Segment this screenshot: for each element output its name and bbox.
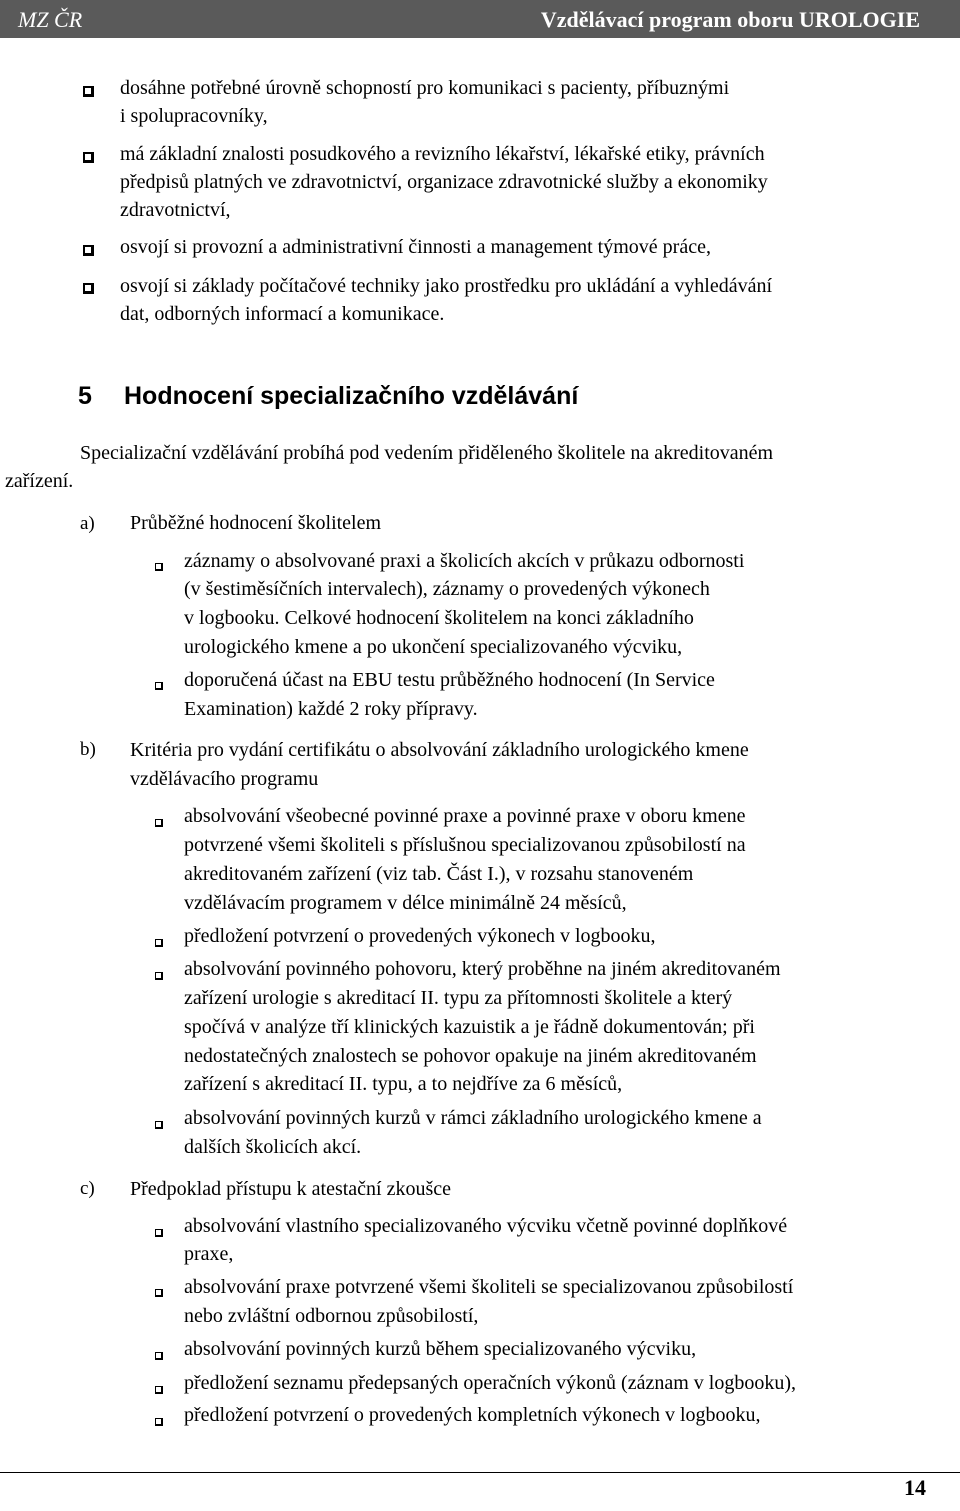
list-item-line: praxe, [184,1243,234,1265]
subsection-title: Průběžné hodnocení školitelem [130,512,382,534]
subsection-letter: c) [80,1178,95,1199]
header-ministry: MZ ČR [18,7,83,32]
bullet-square-icon [155,819,163,827]
bullet-square-icon [83,245,94,256]
list-item-line: předložení potvrzení o provedených kompletních výkonech v logbooku, [184,1404,761,1426]
bullet-square-icon [155,1386,163,1394]
bullet-square-icon [155,939,163,947]
list-item-line: předpisů platných ve zdravotnictví, organizace zdravotnické služby a ekonomiky [120,171,768,193]
list-item-line: akreditovaném zařízení (viz tab. Část I.), v rozsahu stanoveném [184,863,694,885]
list-item-line: absolvování vlastního specializovaného výcviku včetně povinné doplňkové [184,1215,788,1237]
list-item-line: urologického kmene a po ukončení specializovaného výcviku, [184,636,683,658]
list-item-line: osvojí si provozní a administrativní činnosti a management týmové práce, [120,236,711,258]
list-item-line: vzdělávacím programem v délce minimálně 24 měsíců, [184,892,627,914]
list-item-line: Examination) každé 2 roky přípravy. [184,698,478,720]
subsection-title: Kritéria pro vydání certifikátu o absolvování základního urologického kmene [130,739,749,761]
list-item-line: zařízení s akreditací II. typu, a to nejdříve za 6 měsíců, [184,1073,623,1095]
list-item-line: dosáhne potřebné úrovně schopností pro komunikaci s pacienty, příbuznými [120,77,730,99]
section-heading [78,380,578,412]
bullet-square-icon [155,972,163,980]
subsection-title: vzdělávacího programu [130,768,319,790]
subsection-title: Předpoklad přístupu k atestační zkoušce [130,1178,452,1200]
header-title: Vzdělávací program oboru UROLOGIE [540,7,920,32]
bullet-square-icon [83,86,94,97]
page-number: 14 [904,1475,926,1500]
list-item-line: záznamy o absolvované praxi a školicích akcích v průkazu odbornosti [184,550,745,572]
bullet-square-icon [83,152,94,163]
section-title: Hodnocení specializačního vzdělávání [124,382,579,410]
list-item-line: absolvování povinných kurzů v rámci základního urologického kmene a [184,1107,762,1129]
list-item-line: dat, odborných informací a komunikace. [120,303,445,325]
subsection-letter: a) [80,513,95,534]
section-number: 5 [78,382,92,410]
bullet-square-icon [155,1121,163,1129]
bullet-square-icon [155,563,163,571]
bullet-square-icon [155,1229,163,1237]
list-item-line: absolvování praxe potvrzené všemi školiteli se specializovanou způsobilostí [184,1276,794,1298]
list-item-line: předložení potvrzení o provedených výkonech v logbooku, [184,925,656,947]
section-intro-line: zařízení. [5,470,74,492]
bullet-square-icon [155,682,163,690]
page-header [0,0,960,38]
list-item-line: má základní znalosti posudkového a revizního lékařství, lékařské etiky, právních [120,143,765,165]
page-footer [0,1472,960,1511]
list-item-line: doporučená účast na EBU testu průběžného hodnocení (In Service [184,669,715,691]
list-item-line: absolvování všeobecné povinné praxe a povinné praxe v oboru kmene [184,805,746,827]
bullet-square-icon [155,1352,163,1360]
list-item-line: nedostatečných znalostech se pohovor opakuje na jiném akreditovaném [184,1045,757,1067]
list-item-line: zdravotnictví, [120,199,231,221]
list-item-line: předložení seznamu předepsaných operačních výkonů (záznam v logbooku), [184,1372,796,1394]
list-item-line: nebo zvláštní odbornou způsobilostí, [184,1305,479,1327]
list-item-line: (v šestiměsíčních intervalech), záznamy o provedených výkonech [184,578,710,600]
list-item-line: zařízení urologie s akreditací II. typu za přítomnosti školitele a který [184,987,733,1009]
list-item-line: potvrzené všemi školiteli s příslušnou specializovanou způsobilostí na [184,834,746,856]
bullet-square-icon [155,1289,163,1297]
list-item-line: osvojí si základy počítačové techniky jako prostředku pro ukládání a vyhledávání [120,275,773,297]
list-item-line: v logbooku. Celkové hodnocení školitelem na konci základního [184,607,694,629]
list-item-line: i spolupracovníky, [120,105,268,127]
section-intro-line: Specializační vzdělávání probíhá pod vedením přiděleného školitele na akreditovaném [80,442,774,464]
subsection-letter: b) [80,739,96,760]
list-item-line: absolvování povinného pohovoru, který proběhne na jiném akreditovaném [184,958,781,980]
list-item-line: spočívá v analýze tří klinických kazuistik a je řádně dokumentován; při [184,1016,755,1038]
list-item-line: dalších školicích akcí. [184,1136,362,1158]
bullet-square-icon [155,1418,163,1426]
list-item-line: absolvování povinných kurzů během specializovaného výcviku, [184,1338,697,1360]
bullet-square-icon [83,283,94,294]
